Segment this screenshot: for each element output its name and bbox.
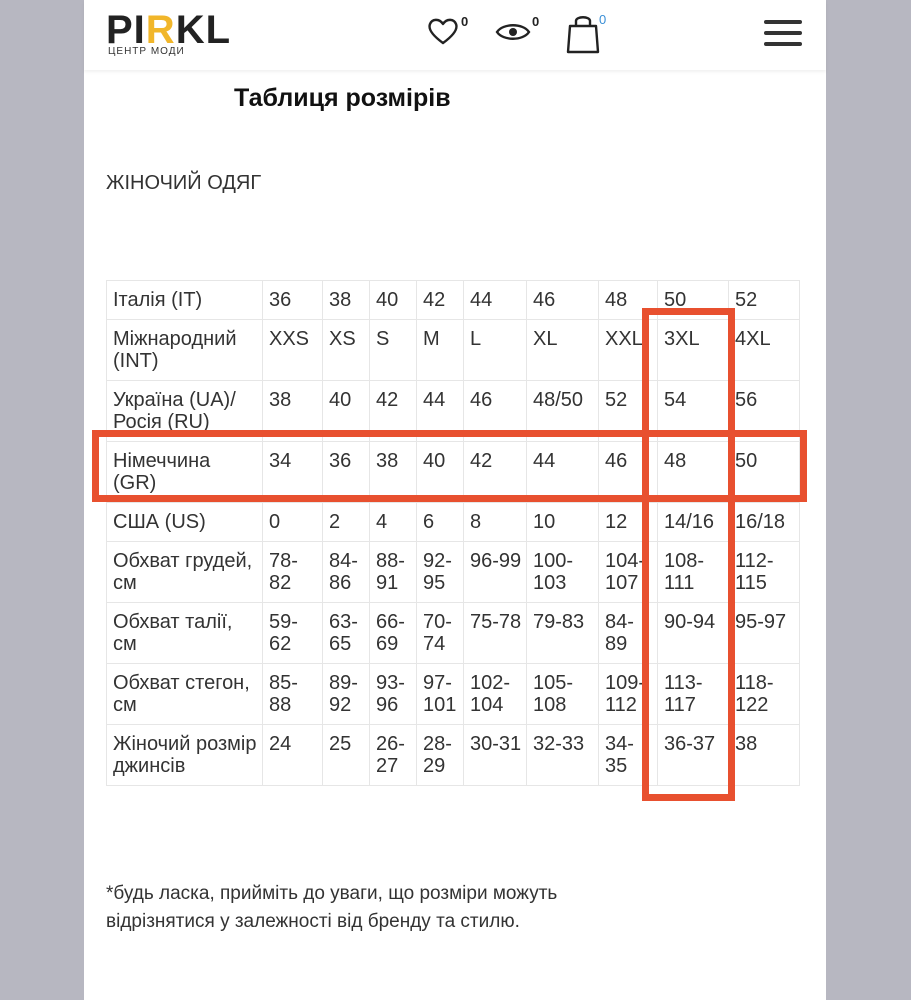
section-title: ЖІНОЧИЙ ОДЯГ <box>106 172 262 194</box>
table-cell: 0 <box>263 503 323 542</box>
table-cell: 30-31 <box>464 725 527 786</box>
table-row <box>107 603 800 664</box>
row-label: Обхват грудей, см <box>107 542 263 603</box>
table-cell: 36 <box>323 442 370 503</box>
row-label: Україна (UA)/ Росія (RU) <box>107 381 263 442</box>
logo[interactable] <box>106 8 256 60</box>
table-cell: 26-27 <box>370 725 417 786</box>
table-cell: 46 <box>599 442 658 503</box>
table-row <box>107 503 800 542</box>
table-cell: 104-107 <box>599 542 658 603</box>
table-cell: 90-94 <box>658 603 729 664</box>
menu-bar <box>764 42 802 46</box>
row-label: Обхват талії, см <box>107 603 263 664</box>
table-row <box>107 725 800 786</box>
row-label: Міжнародний (INT) <box>107 320 263 381</box>
table-cell: 96-99 <box>464 542 527 603</box>
row-label: США (US) <box>107 503 263 542</box>
table-cell: 118-122 <box>729 664 800 725</box>
table-cell: 75-78 <box>464 603 527 664</box>
table-cell: 34-35 <box>599 725 658 786</box>
table-cell: 85-88 <box>263 664 323 725</box>
table-cell: 6 <box>417 503 464 542</box>
table-cell: S <box>370 320 417 381</box>
table-cell: 42 <box>417 281 464 320</box>
table-cell: 44 <box>464 281 527 320</box>
table-cell: 70-74 <box>417 603 464 664</box>
heart-icon <box>426 14 460 48</box>
table-cell: 38 <box>370 442 417 503</box>
table-cell: 42 <box>464 442 527 503</box>
table-cell: 100-103 <box>527 542 599 603</box>
table-cell: 36-37 <box>658 725 729 786</box>
row-label: Обхват стегон, см <box>107 664 263 725</box>
table-cell: 113-117 <box>658 664 729 725</box>
table-cell: 34 <box>263 442 323 503</box>
table-cell: 105-108 <box>527 664 599 725</box>
logo-text: PIRKL <box>106 8 232 52</box>
shopping-bag-icon <box>566 12 600 54</box>
table-cell: 46 <box>464 381 527 442</box>
table-cell: 84-86 <box>323 542 370 603</box>
table-cell: 38 <box>323 281 370 320</box>
table-cell: 4XL <box>729 320 800 381</box>
table-cell: 79-83 <box>527 603 599 664</box>
table-row <box>107 320 800 381</box>
table-cell: 44 <box>527 442 599 503</box>
table-row <box>107 542 800 603</box>
table-cell: 38 <box>263 381 323 442</box>
table-cell: M <box>417 320 464 381</box>
table-cell: 46 <box>527 281 599 320</box>
viewed-count: 0 <box>532 14 540 29</box>
size-table-body <box>107 281 800 786</box>
page <box>84 0 826 1000</box>
size-table <box>106 280 800 786</box>
table-cell: XXL <box>599 320 658 381</box>
table-cell: 50 <box>658 281 729 320</box>
cart-count: 0 <box>599 12 607 27</box>
table-cell: 92-95 <box>417 542 464 603</box>
table-cell: 63-65 <box>323 603 370 664</box>
table-row <box>107 664 800 725</box>
site-header <box>84 0 826 70</box>
table-cell: 108-111 <box>658 542 729 603</box>
table-cell: 3XL <box>658 320 729 381</box>
row-label: Італія (IT) <box>107 281 263 320</box>
table-cell: 112-115 <box>729 542 800 603</box>
table-cell: 40 <box>323 381 370 442</box>
table-cell: 12 <box>599 503 658 542</box>
table-cell: 48 <box>658 442 729 503</box>
table-cell: 36 <box>263 281 323 320</box>
row-label: Німеччина (GR) <box>107 442 263 503</box>
table-cell: 38 <box>729 725 800 786</box>
table-cell: L <box>464 320 527 381</box>
table-cell: 95-97 <box>729 603 800 664</box>
table-cell: XS <box>323 320 370 381</box>
table-row <box>107 381 800 442</box>
table-cell: 10 <box>527 503 599 542</box>
table-cell: 59-62 <box>263 603 323 664</box>
table-cell: 52 <box>599 381 658 442</box>
row-label: Жіночий розмір джинсів <box>107 725 263 786</box>
cart-button[interactable] <box>566 12 607 54</box>
eye-icon <box>495 18 531 46</box>
table-cell: 56 <box>729 381 800 442</box>
table-row <box>107 281 800 320</box>
table-cell: XXS <box>263 320 323 381</box>
table-cell: 24 <box>263 725 323 786</box>
table-cell: 84-89 <box>599 603 658 664</box>
table-cell: 66-69 <box>370 603 417 664</box>
table-cell: 102-104 <box>464 664 527 725</box>
table-cell: 88-91 <box>370 542 417 603</box>
table-cell: 48 <box>599 281 658 320</box>
table-cell: 54 <box>658 381 729 442</box>
table-cell: 4 <box>370 503 417 542</box>
logo-subtitle: ЦЕНТР МОДИ <box>108 46 185 57</box>
page-title: Таблиця розмірів <box>234 84 451 112</box>
table-cell: 40 <box>370 281 417 320</box>
table-row <box>107 442 800 503</box>
viewed-button[interactable] <box>495 14 540 46</box>
table-cell: 14/16 <box>658 503 729 542</box>
table-cell: 28-29 <box>417 725 464 786</box>
table-cell: 78-82 <box>263 542 323 603</box>
table-cell: 48/50 <box>527 381 599 442</box>
table-cell: 2 <box>323 503 370 542</box>
size-note: *будь ласка, прийміть до уваги, що розміри можуть відрізнятися у залежності від бренду та стилю. <box>106 883 558 932</box>
table-cell: 97-101 <box>417 664 464 725</box>
table-cell: XL <box>527 320 599 381</box>
table-cell: 32-33 <box>527 725 599 786</box>
table-cell: 42 <box>370 381 417 442</box>
table-cell: 8 <box>464 503 527 542</box>
table-cell: 89-92 <box>323 664 370 725</box>
table-cell: 52 <box>729 281 800 320</box>
wishlist-count: 0 <box>461 14 469 29</box>
table-cell: 93-96 <box>370 664 417 725</box>
table-cell: 16/18 <box>729 503 800 542</box>
menu-bar <box>764 31 802 35</box>
table-cell: 25 <box>323 725 370 786</box>
menu-bar <box>764 20 802 24</box>
table-cell: 40 <box>417 442 464 503</box>
table-cell: 109-112 <box>599 664 658 725</box>
wishlist-button[interactable] <box>426 14 469 48</box>
table-cell: 50 <box>729 442 800 503</box>
menu-button[interactable] <box>764 20 802 50</box>
table-cell: 44 <box>417 381 464 442</box>
